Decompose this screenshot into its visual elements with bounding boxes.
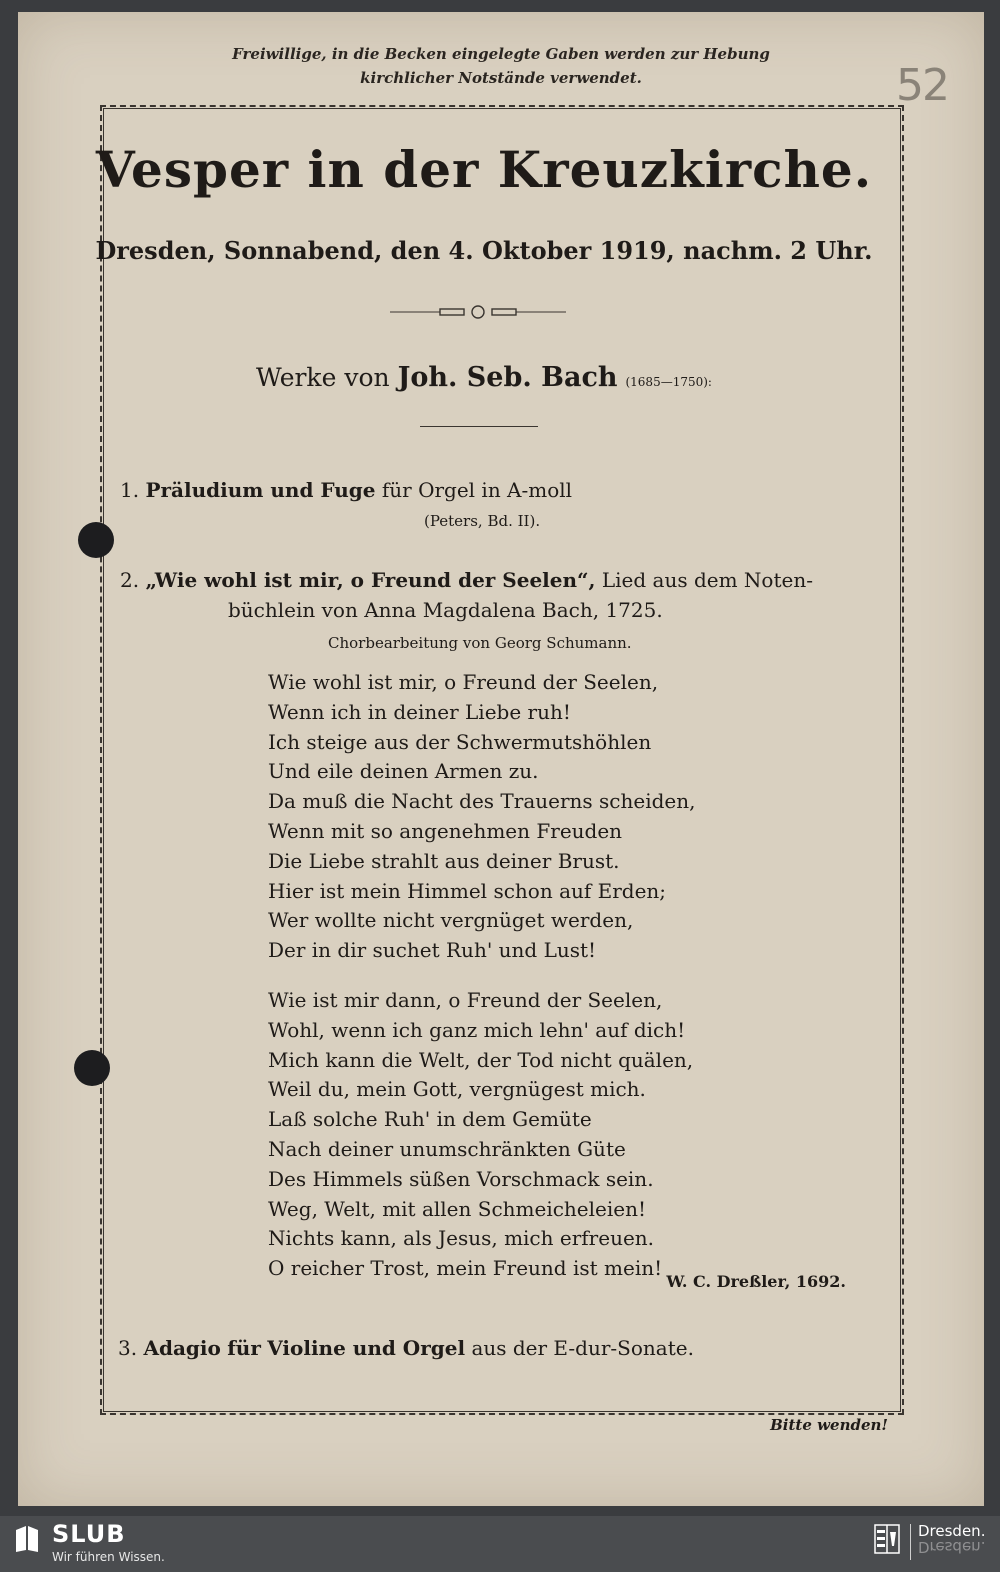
library-tagline: Wir führen Wissen. [52,1550,165,1564]
program-item-2 [120,568,813,592]
poem-line: Wie wohl ist mir, o Freund der Seelen, [268,670,659,694]
poem-line: Der in dir suchet Ruh' und Lust! [268,938,597,963]
poem-line: Wenn ich in deiner Liebe ruh! [268,699,571,724]
poem-line: Weil du, mein Gott, vergnügest mich. [268,1077,646,1102]
item-title-connector: für [227,1336,261,1360]
ornament-divider-icon [390,304,566,320]
city-logo-reflection: Dresden. [918,1538,986,1556]
composer-dates: (1685—1750): [625,375,712,389]
city-crest-icon [874,1524,900,1554]
item-title-instruments: Violine und Orgel [267,1336,466,1360]
poem-line: Die Liebe strahlt aus deiner Brust. [268,848,620,873]
library-logo[interactable]: SLUB [52,1520,126,1548]
program-item-1 [120,478,572,502]
item-number: 1. [120,478,140,502]
item-number: 3. [118,1336,138,1360]
poem-line: Des Himmels süßen Vorschmack sein. [268,1166,654,1191]
item-1-edition-note: (Peters, Bd. II). [424,512,541,530]
punch-hole [78,522,114,558]
poem-line: Nichts kann, als Jesus, mich erfreuen. [268,1226,655,1251]
punch-hole [74,1050,110,1086]
poem-stanza-1 [268,668,828,966]
poem-line: Wenn mit so angenehmen Freuden [268,818,623,843]
donation-notice-line-1: Freiwillige, in die Becken eingelegte Gaben werden zur Hebung [232,45,770,63]
item-description: Lied aus dem Noten- [601,568,813,592]
works-heading [82,362,886,393]
item-title: „Wie wohl ist mir, o Freund der Seelen“, [145,568,596,592]
library-footer [0,1516,1000,1572]
composer-name: Joh. Seb. Bach [397,362,618,393]
poem-line: Wer wollte nicht vergnüget werden, [268,908,634,933]
heading-rule [420,426,538,427]
handwritten-page-number: 52 [896,60,948,111]
item-description: aus der E-dur-Sonate. [471,1336,694,1360]
item-number: 2. [120,568,140,592]
poem-line: O reicher Trost, mein Freund ist mein! [268,1256,663,1281]
poem-line: Da muß die Nacht des Trauerns scheiden, [268,789,696,814]
poem-line: Laß solche Ruh' in dem Gemüte [268,1107,592,1132]
item-title: Präludium und Fuge [145,478,376,502]
program-item-3 [118,1336,694,1360]
poem-line: Wohl, wenn ich ganz mich lehn' auf dich! [268,1017,686,1042]
book-icon [14,1524,40,1554]
poem-line: Wie ist mir dann, o Freund der Seelen, [268,988,663,1012]
poem-line: Mich kann die Welt, der Tod nicht quälen, [268,1047,694,1072]
item-2-description-line-2: büchlein von Anna Magdalena Bach, 1725. [228,598,663,622]
turn-over-note: Bitte wenden! [770,1416,888,1434]
page-title: Vesper in der Kreuzkirche. [95,140,873,199]
poem-line: Und eile deinen Armen zu. [268,759,539,784]
city-logo[interactable]: Dresden. [918,1522,986,1540]
donation-notice [18,42,984,90]
works-prefix: Werke von [256,363,390,392]
item-2-arrangement: Chorbearbeitung von Georg Schumann. [328,634,632,652]
poem-line: Ich steige aus der Schwermutshöhlen [268,729,652,754]
footer-divider [910,1524,911,1560]
poem-stanza-2 [268,986,828,1284]
item-description: für Orgel in A-moll [381,478,573,502]
poem-line: Nach deiner unumschränkten Güte [268,1136,626,1161]
event-date: Dresden, Sonnabend, den 4. Oktober 1919, nachm. 2 Uhr. [95,236,873,265]
donation-notice-line-2: kirchlicher Notstände verwendet. [360,69,642,87]
item-title: Adagio [143,1336,221,1360]
poem-line: Hier ist mein Himmel schon auf Erden; [268,878,667,903]
poem-author: W. C. Dreßler, 1692. [666,1272,846,1291]
poem-line: Weg, Welt, mit allen Schmeicheleien! [268,1196,647,1221]
